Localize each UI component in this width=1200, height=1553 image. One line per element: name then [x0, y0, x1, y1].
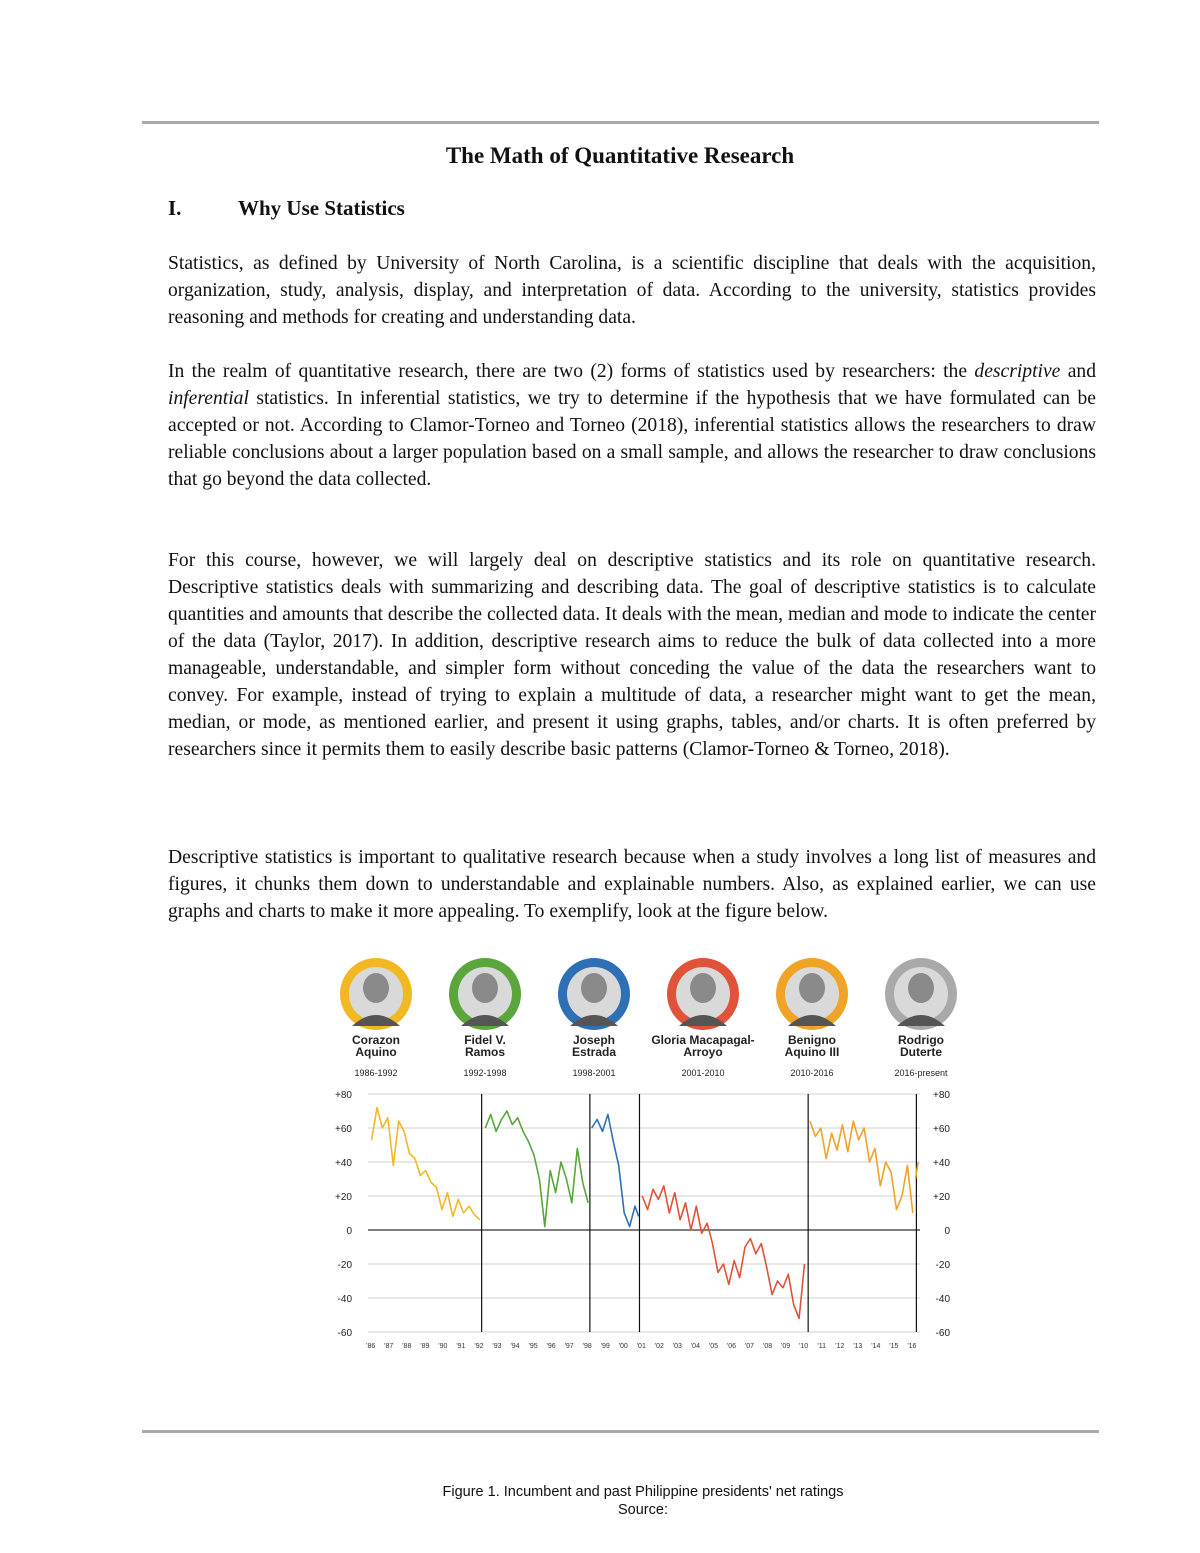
- president-name-line2: Duterte: [899, 1045, 943, 1059]
- x-tick-label: '07: [744, 1343, 755, 1350]
- president-term: 2001-2010: [681, 1068, 725, 1078]
- x-tick-label: '02: [654, 1343, 664, 1350]
- president-name-line1: Fidel V.: [464, 1033, 506, 1047]
- president-name-line1: Joseph: [572, 1033, 616, 1047]
- y-tick-left: 0: [346, 1226, 352, 1237]
- x-tick-label: '16: [907, 1343, 917, 1350]
- paragraph-text: and: [1060, 361, 1096, 382]
- x-tick-label: '95: [528, 1343, 538, 1350]
- x-tick-label: '96: [546, 1343, 556, 1350]
- x-tick-label: '89: [420, 1343, 430, 1350]
- president-term: 2010-2016: [790, 1068, 834, 1078]
- y-tick-left: +80: [335, 1090, 352, 1101]
- y-tick-right: -60: [935, 1328, 950, 1339]
- rating-series-line: [372, 1108, 480, 1220]
- x-tick-label: '87: [384, 1343, 394, 1350]
- x-tick-label: '12: [835, 1343, 845, 1350]
- president-name-line1: Corazon: [352, 1033, 400, 1047]
- y-tick-right: +20: [933, 1192, 950, 1203]
- y-tick-right: +40: [933, 1158, 950, 1169]
- paragraph-importance: Descriptive statistics is important to qualitative research because when a study involves a long list of measures and figures, it chunks them down to understandable and explainable numbers. Also, as explained earlier, we can use graphs and charts to make it more appealing. To exemplify, look at the figure below.: [168, 847, 1096, 922]
- x-tick-label: '00: [618, 1343, 628, 1350]
- president-name-line2: Arroyo: [683, 1045, 723, 1059]
- rating-series-line: [642, 1186, 804, 1319]
- president-name-line1: Gloria Macapagal-: [651, 1033, 755, 1047]
- y-tick-left: -20: [337, 1260, 352, 1271]
- paragraph-definition: Statistics, as defined by University of North Carolina, is a scientific discipline that deals with the acquisition, organization, study, analysis, display, and interpretation of data. According to the university, statistics provides reasoning and methods for creating and understanding data.: [168, 253, 1096, 328]
- x-tick-label: '90: [438, 1343, 448, 1350]
- x-tick-label: '05: [708, 1343, 719, 1350]
- y-tick-left: -40: [337, 1294, 352, 1305]
- y-tick-right: +60: [933, 1124, 950, 1135]
- emphasis-descriptive: descriptive: [974, 361, 1061, 382]
- x-tick-label: '03: [672, 1343, 682, 1350]
- president-term: 1992-1998: [463, 1068, 507, 1078]
- rating-series-line: [810, 1121, 913, 1213]
- paragraph-text: statistics. In inferential statistics, we try to determine if the hypothesis that we have formulated can be accepted or not. According to Clamor-Torneo and Torneo (2018), inferential statistics allows the researchers to draw reliable conclusions about a larger population based on a small sample, and allows the researcher to draw conclusions that go beyond the data collected.: [168, 388, 1096, 490]
- president-name-line1: Benigno: [788, 1033, 836, 1047]
- ratings-figure: [330, 952, 970, 1352]
- president-name-line2: Estrada: [571, 1045, 617, 1059]
- portrait-head: [472, 973, 498, 1003]
- caption-text: Figure 1. Incumbent and past Philippine presidents' net ratings: [442, 1484, 844, 1500]
- x-tick-label: '04: [690, 1343, 700, 1350]
- emphasis-inferential: inferential: [168, 388, 249, 409]
- president-term: 1998-2001: [572, 1068, 616, 1078]
- paragraph-descriptive: For this course, however, we will largely deal on descriptive statistics and its role on quantitative research. Descriptive statistics deals with summarizing and describing data. The goal of descriptive statistics is to calculate quantities and amounts that describe the collected data. It deals with the mean, median and mode to indicate the center of the data (Taylor, 2017). In addition, descriptive research aims to reduce the bulk of data collected into a more manageable, understandable, and simpler form without conceding the value of the data the researchers want to convey. For example, instead of trying to explain a multitude of data, a researcher might want to get the mean, median, or mode, as mentioned earlier, and present it using graphs, tables, and/or charts. It is often preferred by researchers since it permits them to easily describe basic patterns (Clamor-Torneo & Torneo, 2018).: [168, 550, 1096, 760]
- x-tick-label: '92: [474, 1343, 484, 1350]
- x-tick-label: '98: [582, 1343, 592, 1350]
- portrait-head: [581, 973, 607, 1003]
- president-name-line1: Rodrigo: [898, 1033, 944, 1047]
- x-tick-label: '10: [799, 1343, 809, 1350]
- x-tick-label: '91: [456, 1343, 466, 1350]
- x-tick-label: '08: [763, 1343, 773, 1350]
- y-tick-right: 0: [944, 1226, 950, 1237]
- x-tick-label: '15: [889, 1343, 899, 1350]
- x-tick-label: '97: [564, 1343, 574, 1350]
- x-tick-label: '13: [853, 1343, 863, 1350]
- x-tick-label: '93: [492, 1343, 502, 1350]
- section-heading: [168, 196, 405, 221]
- portrait-head: [690, 973, 716, 1003]
- president-name-line2: Aquino III: [784, 1045, 840, 1059]
- x-tick-label: '09: [781, 1343, 791, 1350]
- y-tick-right: +80: [933, 1090, 950, 1101]
- y-tick-left: +40: [335, 1158, 352, 1169]
- x-tick-label: '99: [600, 1343, 610, 1350]
- x-tick-label: '88: [402, 1343, 412, 1350]
- president-name-line2: Aquino: [355, 1045, 397, 1059]
- x-tick-label: '11: [817, 1343, 826, 1350]
- portrait-head: [908, 973, 934, 1003]
- x-tick-label: '94: [510, 1343, 520, 1350]
- section-title: Why Use Statistics: [238, 196, 405, 220]
- president-term: 2016-present: [894, 1068, 948, 1078]
- y-tick-right: -40: [935, 1294, 950, 1305]
- portrait-head: [363, 973, 389, 1003]
- x-tick-label: '06: [726, 1343, 737, 1350]
- president-term: 1986-1992: [354, 1068, 398, 1078]
- y-tick-left: +20: [335, 1192, 352, 1203]
- x-tick-label: '14: [871, 1343, 881, 1350]
- portrait-head: [799, 973, 825, 1003]
- caption-source: Source:: [618, 1502, 668, 1518]
- president-name-line2: Ramos: [464, 1045, 506, 1059]
- y-tick-left: +60: [335, 1124, 352, 1135]
- net-ratings-chart: [330, 952, 970, 1352]
- rating-series-line: [592, 1114, 639, 1226]
- y-tick-left: -60: [337, 1328, 352, 1339]
- section-number: I.: [168, 196, 182, 220]
- footer-rule: [142, 1430, 1099, 1433]
- figure-caption: [0, 1483, 1200, 1519]
- paragraph-text: In the realm of quantitative research, there are two (2) forms of statistics used by researchers: the: [168, 361, 975, 382]
- x-tick-label: '86: [366, 1343, 376, 1350]
- header-rule: [142, 121, 1099, 124]
- paragraph-forms: [168, 358, 1096, 493]
- y-tick-right: -20: [935, 1260, 950, 1271]
- page-title: The Math of Quantitative Research: [445, 143, 795, 168]
- x-tick-label: '01: [636, 1343, 646, 1350]
